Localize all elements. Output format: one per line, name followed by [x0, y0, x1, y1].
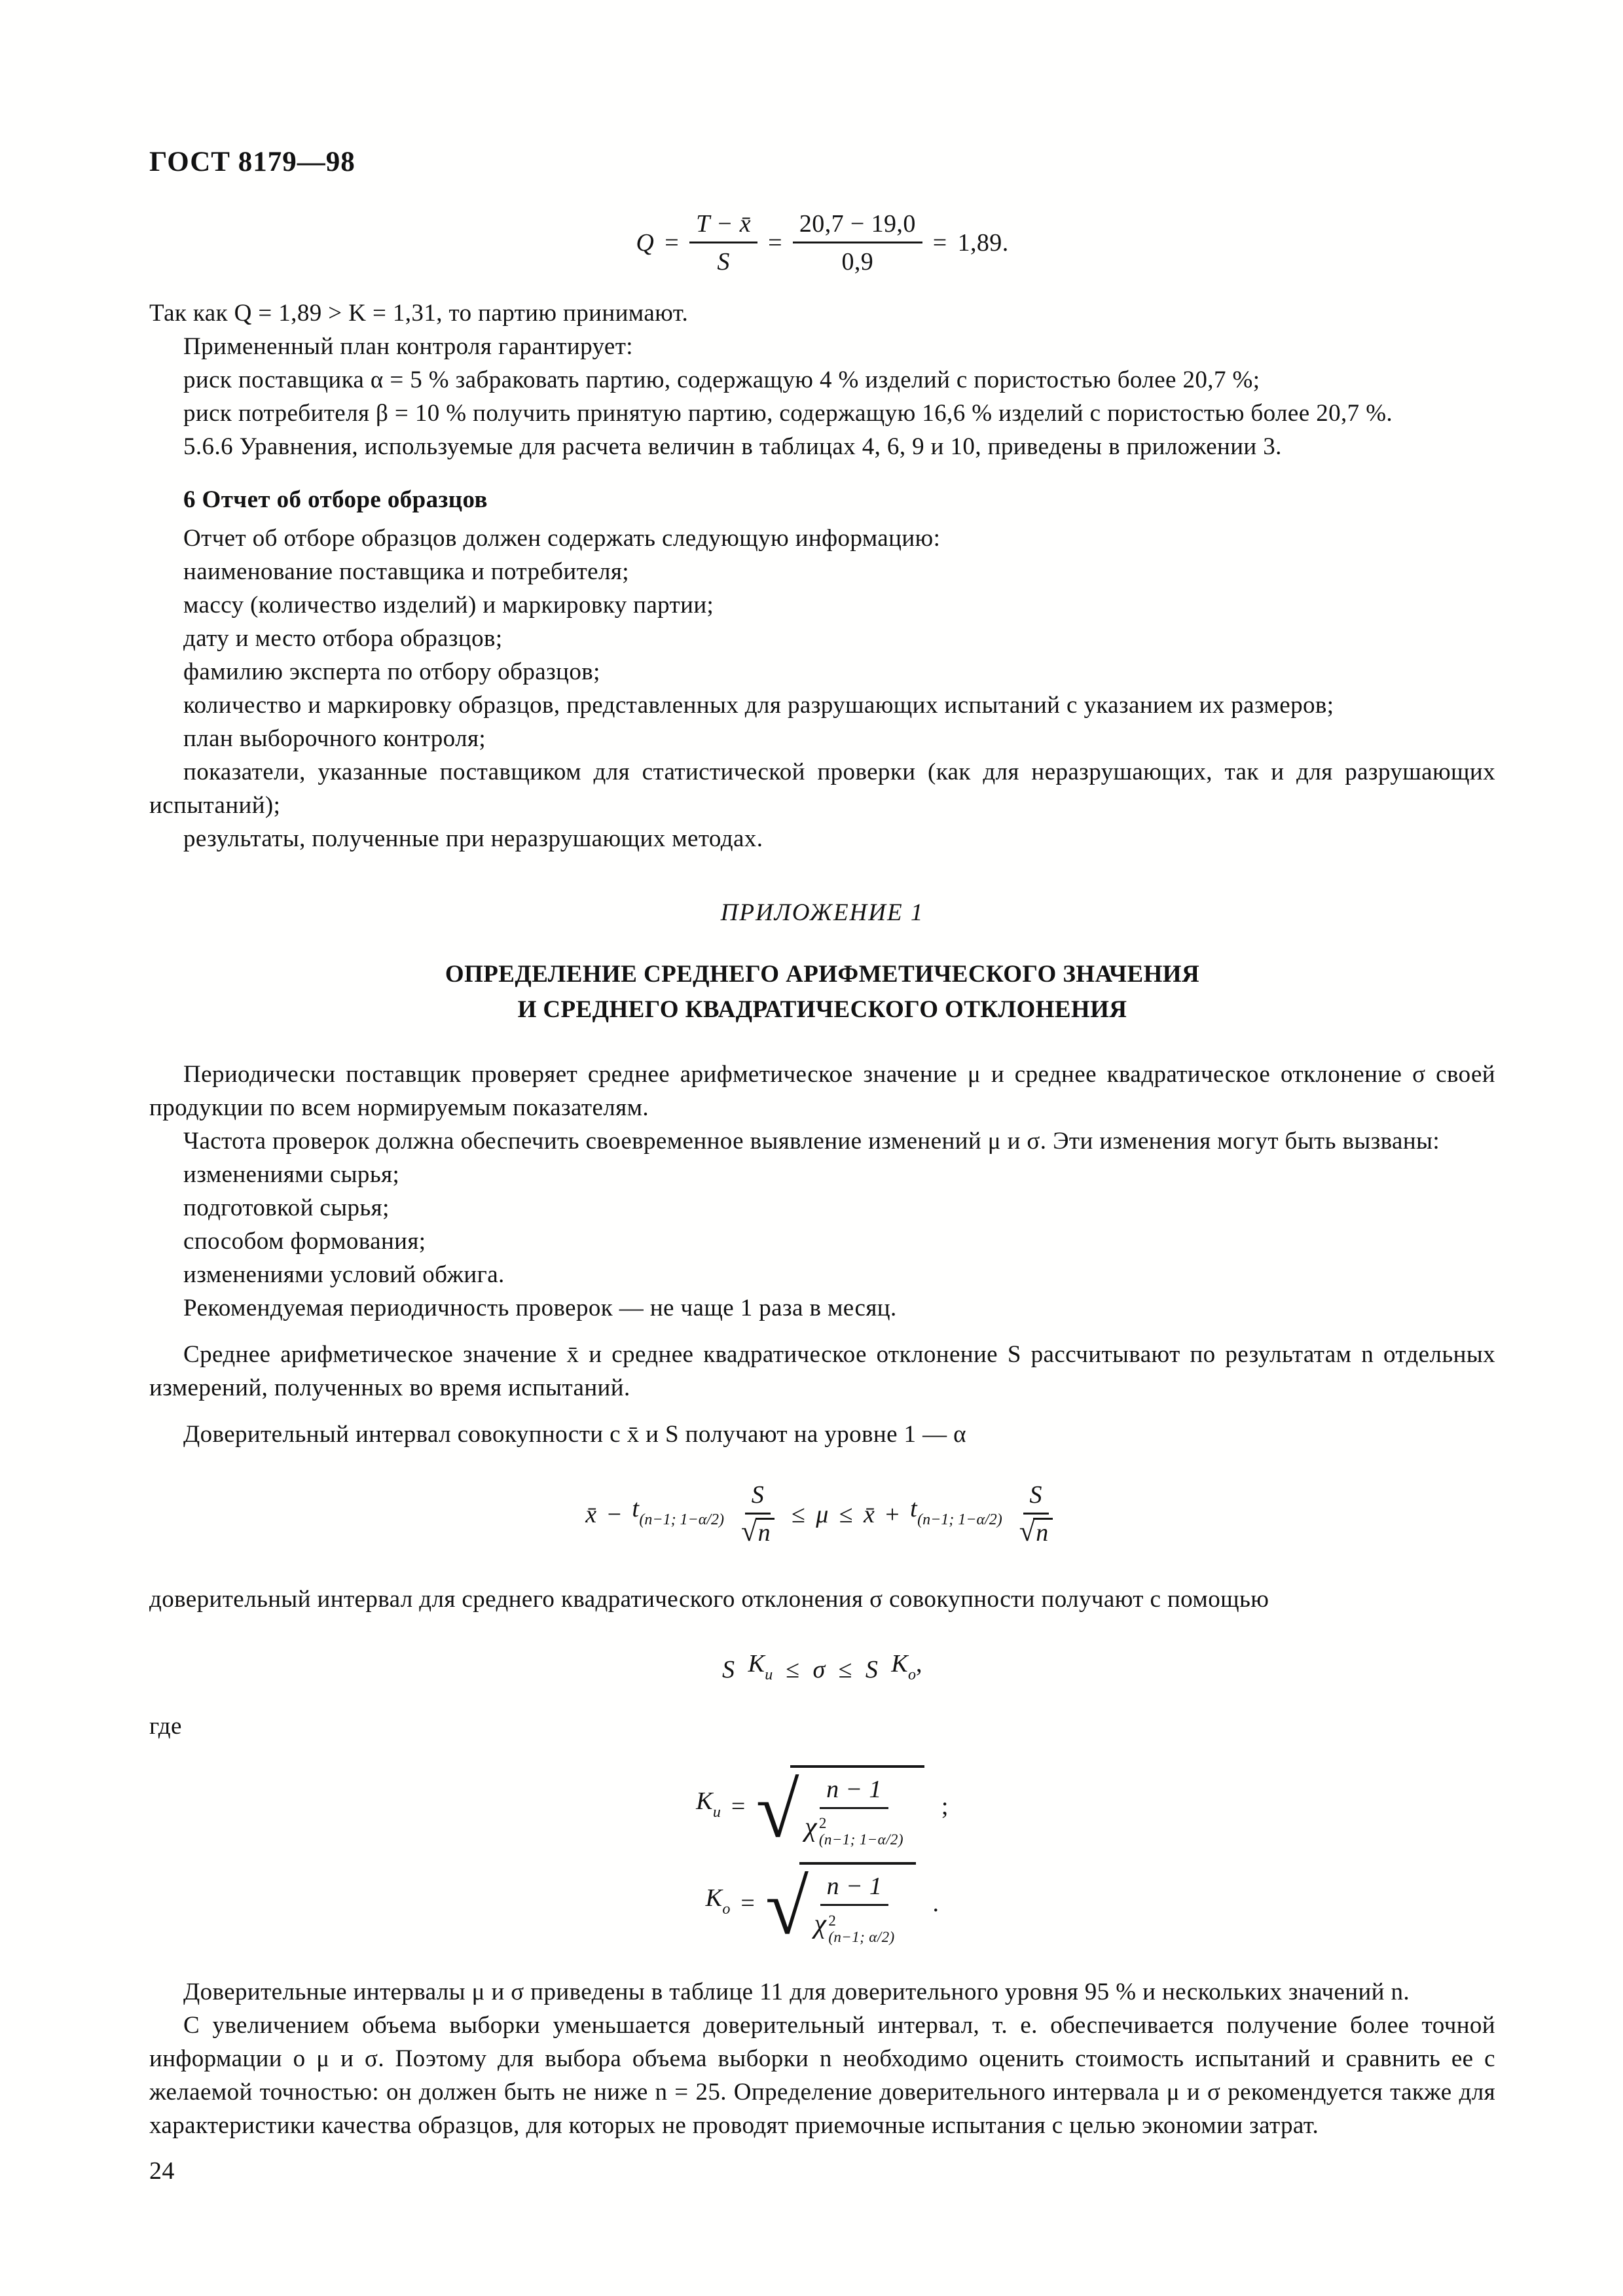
k-lower-term	[696, 1786, 721, 1827]
formula-confidence-interval	[149, 1480, 1495, 1549]
k-subscript: o	[722, 1900, 731, 1918]
k-subscript: u	[712, 1803, 721, 1821]
sqrt-n	[1019, 1515, 1053, 1547]
square-root	[765, 1862, 915, 1951]
fraction-numerator: T − x̄	[689, 209, 757, 243]
fraction-denominator: 0,9	[841, 248, 874, 276]
paragraph-report-intro: Отчет об отборе образцов должен содержать следующую информацию:	[183, 525, 941, 552]
mu-symbol: μ	[816, 1500, 829, 1528]
formula-q-result: 1,89.	[957, 229, 1009, 257]
t-subscript: (n−1; 1−α/2)	[639, 1511, 725, 1528]
paragraph-sigma-interval-intro: доверительный интервал для среднего квадратического отклонения σ совокупности получают с помощью	[149, 1586, 1269, 1613]
paragraph-table-11-reference: Доверительные интервалы μ и σ приведены в таблице 11 для доверительного уровня 95 % и нескольких значений n.	[183, 1978, 1410, 2005]
report-list-item: дату и место отбора образцов;	[183, 625, 503, 652]
comma: ,	[916, 1650, 922, 1677]
chi-sup-sub	[828, 1912, 894, 1945]
fraction-denominator	[798, 1809, 910, 1846]
radical-sign: √	[765, 1863, 809, 1951]
period: .	[932, 1890, 939, 1918]
chi-subscript: (n−1; α/2)	[828, 1928, 895, 1945]
sigma-symbol: σ	[812, 1655, 826, 1683]
t-symbol: t	[632, 1495, 640, 1522]
radical-sign: √	[1019, 1515, 1036, 1547]
formula-q-lhs: Q	[636, 229, 655, 257]
k-symbol: K	[748, 1650, 765, 1677]
t-term	[910, 1494, 1002, 1535]
report-list-item: показатели, указанные поставщиком для статистической проверки (как для неразрушающих, так и для разрушающих испытаний);	[149, 759, 1495, 819]
report-list-item: количество и маркировку образцов, представленных для разрушающих испытаний с указанием их размеров;	[183, 692, 1334, 719]
report-list-item: результаты, полученные при неразрушающих методах.	[183, 825, 763, 852]
plus-sign: +	[885, 1500, 900, 1528]
radicand-body	[790, 1765, 924, 1848]
chi-superscript: 2	[818, 1815, 827, 1832]
chi-superscript: 2	[828, 1912, 837, 1929]
fraction-numerator: n − 1	[820, 1774, 888, 1809]
s-symbol: S	[722, 1655, 735, 1683]
fraction-denominator	[1013, 1515, 1059, 1549]
k-subscript-upper: o	[908, 1666, 917, 1683]
square-root	[756, 1765, 924, 1854]
report-list-item: план выборочного контроля;	[183, 725, 486, 752]
fraction-t-minus-xbar-over-s	[689, 209, 757, 277]
appendix-title	[149, 957, 1495, 1028]
cause-list-item: способом формования;	[183, 1228, 426, 1255]
fraction-numerator: 20,7 − 19,0	[793, 209, 922, 243]
sqrt-n	[741, 1515, 775, 1547]
radicand: n	[756, 1518, 775, 1546]
fraction-n-minus-1-over-chi2	[807, 1871, 901, 1943]
xbar-symbol: x̄	[864, 1500, 875, 1528]
formula-q	[149, 209, 1495, 277]
chi-symbol: χ	[804, 1812, 817, 1842]
formula-sigma-bounds	[149, 1649, 1495, 1690]
report-list-item: фамилию эксперта по отбору образцов;	[183, 658, 600, 685]
chi-symbol: χ	[814, 1909, 827, 1940]
cause-list-item: подготовкой сырья;	[183, 1194, 390, 1221]
minus-sign: −	[607, 1500, 622, 1528]
k-lower-term	[748, 1649, 773, 1690]
cause-list-item: изменениями сырья;	[183, 1161, 400, 1188]
paragraph-periodic-check: Периодически поставщик проверяет среднее арифметическое значение μ и среднее квадратическое отклонение σ своей продукции по всем нормируемым показателям.	[149, 1061, 1495, 1121]
fraction-numerator: S	[745, 1480, 771, 1515]
paragraph-5-6-6: 5.6.6 Уравнения, используемые для расчета величин в таблицах 4, 6, 9 и 10, приведены в приложении 3.	[183, 433, 1282, 460]
page-content	[149, 145, 1495, 2142]
fraction-s-over-sqrt-n	[735, 1480, 781, 1549]
paragraph-q-conclusion: Так как Q = 1,89 > K = 1,31, то партию принимают.	[149, 300, 689, 327]
t-term	[632, 1494, 724, 1535]
radical-sign: √	[741, 1515, 757, 1547]
k-symbol: K	[891, 1650, 909, 1677]
fraction-denominator	[735, 1515, 781, 1549]
fraction-n-minus-1-over-chi2	[798, 1774, 910, 1846]
t-symbol: t	[910, 1495, 918, 1522]
fraction-s-over-sqrt-n	[1013, 1480, 1059, 1549]
formula-k-lower	[149, 1765, 1495, 1854]
fraction-numerator: S	[1023, 1480, 1049, 1515]
paragraph-check-frequency: Частота проверок должна обеспечить своевременное выявление изменений μ и σ. Эти изменения могут быть вызваны:	[183, 1128, 1440, 1155]
appendix-title-line-2: И СРЕДНЕГО КВАДРАТИЧЕСКОГО ОТКЛОНЕНИЯ	[517, 996, 1127, 1023]
formula-k-upper	[149, 1862, 1495, 1951]
paragraph-consumer-risk: риск потребителя β = 10 % получить принятую партию, содержащую 16,6 % изделий с пористостью более 20,7 %.	[183, 400, 1393, 427]
fraction-denominator	[807, 1906, 901, 1943]
doc-code-header: ГОСТ 8179—98	[149, 147, 356, 177]
less-equal-sign: ≤	[838, 1655, 852, 1683]
equals-sign: =	[932, 229, 947, 257]
k-subscript-lower: u	[765, 1666, 773, 1683]
fraction-numerator: n − 1	[820, 1871, 889, 1906]
less-equal-sign: ≤	[786, 1655, 800, 1683]
cause-list-item: изменениями условий обжига.	[183, 1261, 505, 1288]
equals-sign: =	[731, 1793, 746, 1821]
less-equal-sign: ≤	[791, 1500, 806, 1528]
where-label: где	[149, 1713, 182, 1740]
paragraph-supplier-risk: риск поставщика α = 5 % забраковать партию, содержащую 4 % изделий с пористостью более 20,7 %;	[183, 367, 1260, 393]
xbar-symbol: x̄	[585, 1500, 597, 1528]
appendix-label: ПРИЛОЖЕНИЕ 1	[720, 899, 924, 926]
semicolon: ;	[941, 1793, 949, 1821]
section-6-heading: 6 Отчет об отборе образцов	[183, 486, 488, 513]
s-symbol: S	[865, 1655, 879, 1683]
chi-sup-sub	[819, 1815, 903, 1848]
k-upper-term	[706, 1883, 731, 1924]
fraction-numeric	[793, 209, 922, 277]
fraction-denominator: S	[717, 248, 730, 276]
radicand-body	[799, 1862, 915, 1945]
paragraph-mean-and-sd: Среднее арифметическое значение x̄ и среднее квадратическое отклонение S рассчитывают по результатам n отдельных измерений, полученных во время испытаний.	[149, 1341, 1495, 1401]
chi-subscript: (n−1; 1−α/2)	[818, 1831, 903, 1848]
page-number: 24	[149, 2157, 175, 2185]
k-symbol: K	[705, 1884, 723, 1912]
report-list-item: наименование поставщика и потребителя;	[183, 558, 629, 585]
k-upper-term	[891, 1649, 922, 1690]
paragraph-sample-size-discussion: С увеличением объема выборки уменьшается доверительный интервал, т. е. обеспечивается получение более точной информации о μ и σ. Поэтому для выбора объема выборки n необходимо оценить стоимость испытаний и сравнить ее с желаемой точностью: он должен быть не ниже n = 25. Определение доверительного интервала μ и σ рекомендуется также для характеристики качества образцов, для которых не проводят приемочные испытания с целью экономии затрат.	[149, 2011, 1495, 2139]
paragraph-confidence-intro: Доверительный интервал совокупности с x̄ и S получают на уровне 1 — α	[183, 1421, 966, 1448]
paragraph-plan-guarantees: Примененный план контроля гарантирует:	[183, 333, 633, 360]
appendix-title-line-1: ОПРЕДЕЛЕНИЕ СРЕДНЕГО АРИФМЕТИЧЕСКОГО ЗНАЧЕНИЯ	[445, 961, 1200, 988]
paragraph-recommended-frequency: Рекомендуемая периодичность проверок — не чаще 1 раза в месяц.	[183, 1295, 897, 1321]
equals-sign: =	[768, 229, 782, 257]
equals-sign: =	[665, 229, 680, 257]
equals-sign: =	[740, 1890, 756, 1918]
radicand: n	[1033, 1518, 1052, 1546]
k-symbol: K	[696, 1787, 713, 1815]
radical-sign: √	[756, 1767, 799, 1854]
report-list-item: массу (количество изделий) и маркировку партии;	[183, 592, 714, 619]
t-subscript: (n−1; 1−α/2)	[917, 1511, 1002, 1528]
less-equal-sign: ≤	[839, 1500, 853, 1528]
